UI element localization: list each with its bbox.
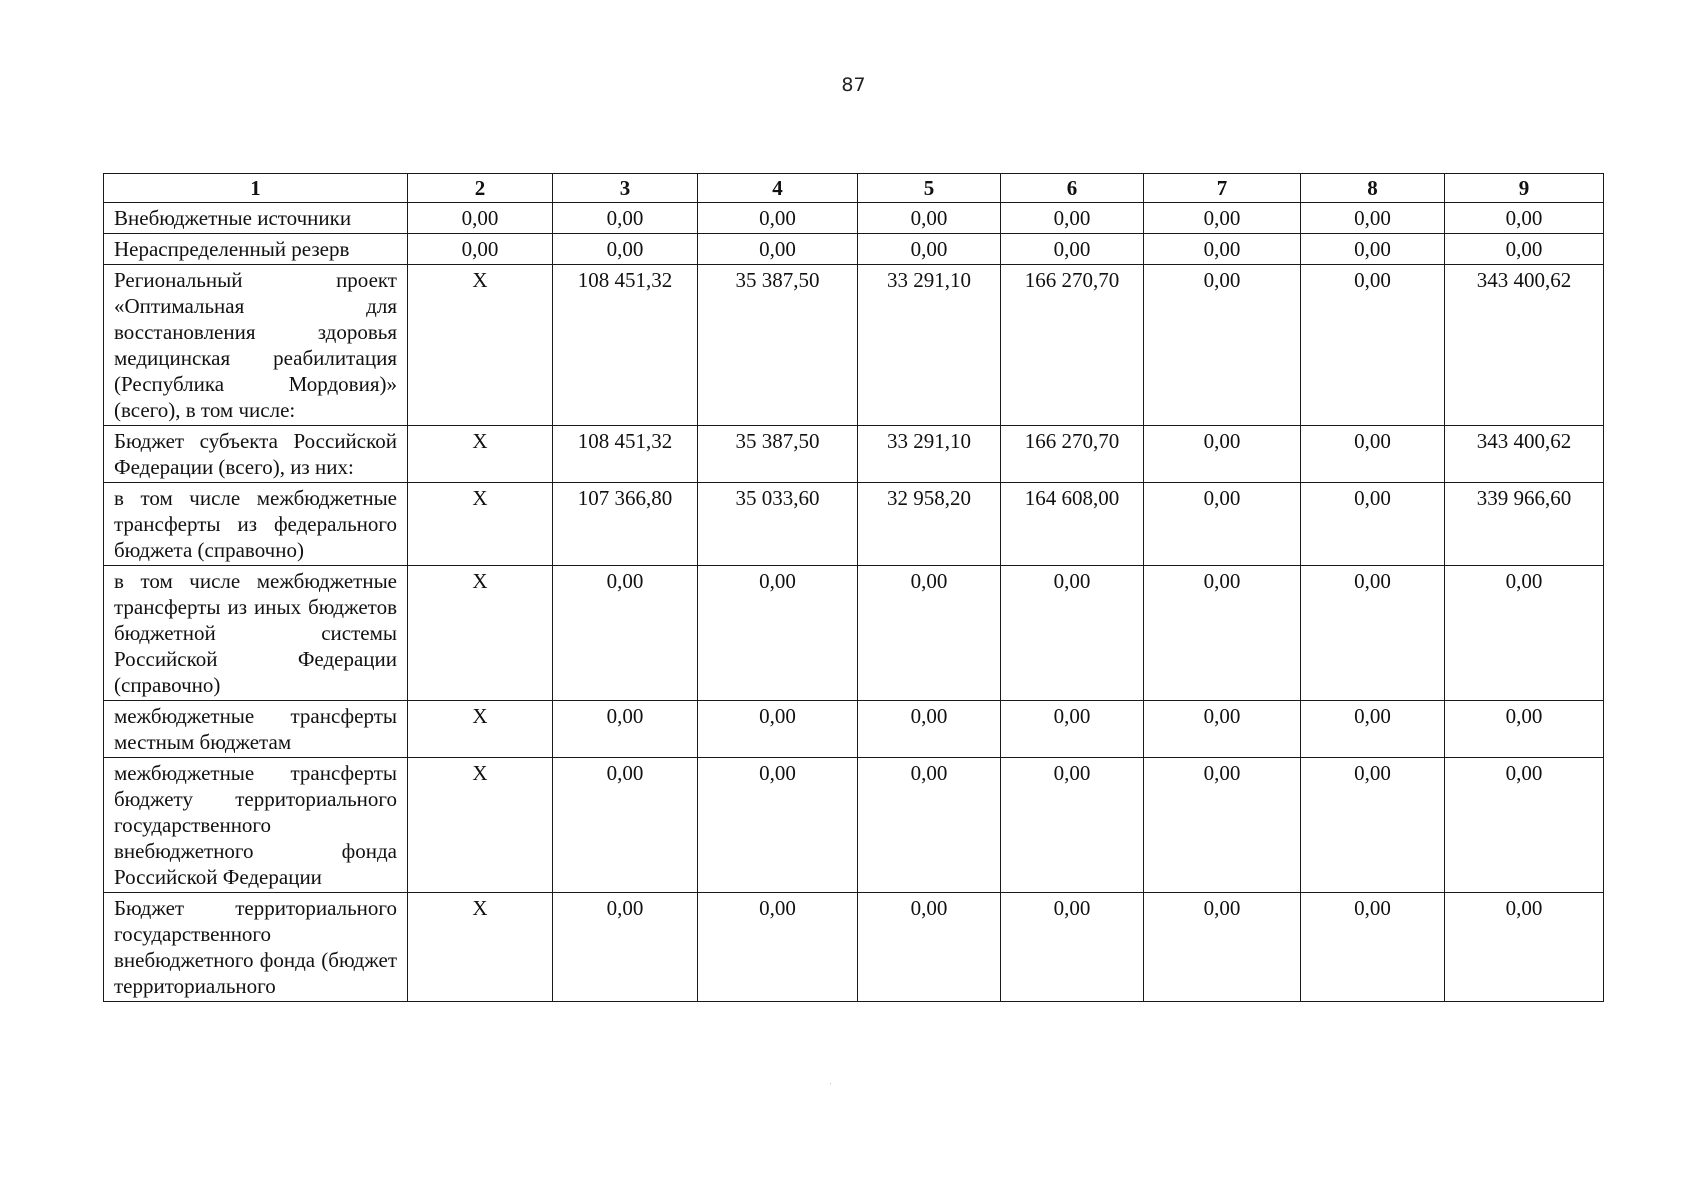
- table-cell: 0,00: [1144, 758, 1301, 893]
- table-cell: 166 270,70: [1001, 426, 1144, 483]
- table-cell: 0,00: [1445, 893, 1604, 1002]
- table-cell: 0,00: [1144, 234, 1301, 265]
- table-cell: 108 451,32: [553, 426, 698, 483]
- table-cell: 0,00: [858, 566, 1001, 701]
- table-cell: 0,00: [698, 701, 858, 758]
- row-label: в том числе межбюджетные трансферты из федерального бюджета (справочно): [104, 483, 408, 566]
- table-row: [104, 893, 1604, 1002]
- table-cell: 0,00: [553, 203, 698, 234]
- table-row: [104, 758, 1604, 893]
- column-header-3: 3: [553, 174, 698, 203]
- table-cell: 343 400,62: [1445, 265, 1604, 426]
- table-cell: 0,00: [1144, 203, 1301, 234]
- table-cell: 0,00: [858, 701, 1001, 758]
- table-cell: 0,00: [1001, 701, 1144, 758]
- table-cell: 0,00: [1301, 234, 1445, 265]
- table-cell: 0,00: [858, 234, 1001, 265]
- row-label: Региональный проект «Оптимальная для восстановления здоровья медицинская реабилитация (Республика Мордовия)» (всего), в том числе:: [104, 265, 408, 426]
- table-cell: 0,00: [1144, 893, 1301, 1002]
- budget-table: [103, 173, 1604, 1002]
- table-cell: 0,00: [1144, 426, 1301, 483]
- table-cell: 0,00: [858, 893, 1001, 1002]
- table-cell: 0,00: [1144, 701, 1301, 758]
- table-header-row: [104, 174, 1604, 203]
- table-row: [104, 203, 1604, 234]
- column-header-9: 9: [1445, 174, 1604, 203]
- table-cell: 0,00: [1301, 483, 1445, 566]
- table-cell: 0,00: [1001, 234, 1144, 265]
- table-cell: 0,00: [553, 566, 698, 701]
- table-cell: 0,00: [1301, 426, 1445, 483]
- table-row: [104, 701, 1604, 758]
- table-cell: 0,00: [1001, 203, 1144, 234]
- page-number: 87: [841, 74, 866, 96]
- table-cell: 343 400,62: [1445, 426, 1604, 483]
- table-row: [104, 265, 1604, 426]
- row-label: Нераспределенный резерв: [104, 234, 408, 265]
- table-cell: 0,00: [408, 234, 553, 265]
- table-cell: 0,00: [698, 566, 858, 701]
- table-cell: 0,00: [1301, 566, 1445, 701]
- table-cell: 32 958,20: [858, 483, 1001, 566]
- table-cell: 0,00: [1301, 893, 1445, 1002]
- column-header-2: 2: [408, 174, 553, 203]
- table-cell: 0,00: [698, 893, 858, 1002]
- column-header-8: 8: [1301, 174, 1445, 203]
- table-cell: 0,00: [1144, 566, 1301, 701]
- table-cell: 108 451,32: [553, 265, 698, 426]
- table-cell: X: [408, 566, 553, 701]
- row-label: межбюджетные трансферты бюджету территориального государственного внебюджетного фонда Российской Федерации: [104, 758, 408, 893]
- table-cell: 0,00: [553, 234, 698, 265]
- table-cell: 0,00: [1001, 566, 1144, 701]
- table-cell: 0,00: [553, 893, 698, 1002]
- table-cell: 0,00: [1001, 758, 1144, 893]
- column-header-1: 1: [104, 174, 408, 203]
- table-cell: 0,00: [1445, 203, 1604, 234]
- table-cell: X: [408, 893, 553, 1002]
- table-row: [104, 426, 1604, 483]
- row-label: Бюджет субъекта Российской Федерации (всего), из них:: [104, 426, 408, 483]
- table-cell: 0,00: [1301, 203, 1445, 234]
- table-cell: 107 366,80: [553, 483, 698, 566]
- table-cell: 35 033,60: [698, 483, 858, 566]
- row-label: в том числе межбюджетные трансферты из иных бюджетов бюджетной системы Российской Федерации (справочно): [104, 566, 408, 701]
- table-cell: 0,00: [1445, 701, 1604, 758]
- scan-speck: [830, 1083, 831, 1084]
- column-header-7: 7: [1144, 174, 1301, 203]
- table-cell: 0,00: [553, 758, 698, 893]
- table-cell: X: [408, 758, 553, 893]
- table-cell: 0,00: [1301, 265, 1445, 426]
- table-cell: 0,00: [1144, 265, 1301, 426]
- table-cell: 0,00: [698, 234, 858, 265]
- table-cell: 0,00: [1445, 566, 1604, 701]
- column-header-5: 5: [858, 174, 1001, 203]
- table-row: [104, 566, 1604, 701]
- row-label: Внебюджетные источники: [104, 203, 408, 234]
- table-cell: 166 270,70: [1001, 265, 1144, 426]
- table-cell: 0,00: [1445, 758, 1604, 893]
- table-cell: 0,00: [1301, 758, 1445, 893]
- table-row: [104, 483, 1604, 566]
- table-cell: 33 291,10: [858, 426, 1001, 483]
- table-cell: 0,00: [858, 203, 1001, 234]
- table-cell: 33 291,10: [858, 265, 1001, 426]
- table-row: [104, 234, 1604, 265]
- table-cell: 164 608,00: [1001, 483, 1144, 566]
- column-header-6: 6: [1001, 174, 1144, 203]
- table-cell: 35 387,50: [698, 426, 858, 483]
- table-cell: 35 387,50: [698, 265, 858, 426]
- table-cell: 0,00: [858, 758, 1001, 893]
- table-cell: 0,00: [698, 203, 858, 234]
- table-cell: 0,00: [408, 203, 553, 234]
- row-label: межбюджетные трансферты местным бюджетам: [104, 701, 408, 758]
- table-cell: 0,00: [1445, 234, 1604, 265]
- table-cell: 0,00: [1301, 701, 1445, 758]
- table-cell: 0,00: [1144, 483, 1301, 566]
- table-cell: X: [408, 701, 553, 758]
- table-cell: 339 966,60: [1445, 483, 1604, 566]
- table-cell: X: [408, 483, 553, 566]
- row-label: Бюджет территориального государственного внебюджетного фонда (бюджет территориального: [104, 893, 408, 1002]
- column-header-4: 4: [698, 174, 858, 203]
- table-cell: 0,00: [553, 701, 698, 758]
- table-cell: 0,00: [698, 758, 858, 893]
- table-cell: X: [408, 426, 553, 483]
- table-cell: X: [408, 265, 553, 426]
- table-cell: 0,00: [1001, 893, 1144, 1002]
